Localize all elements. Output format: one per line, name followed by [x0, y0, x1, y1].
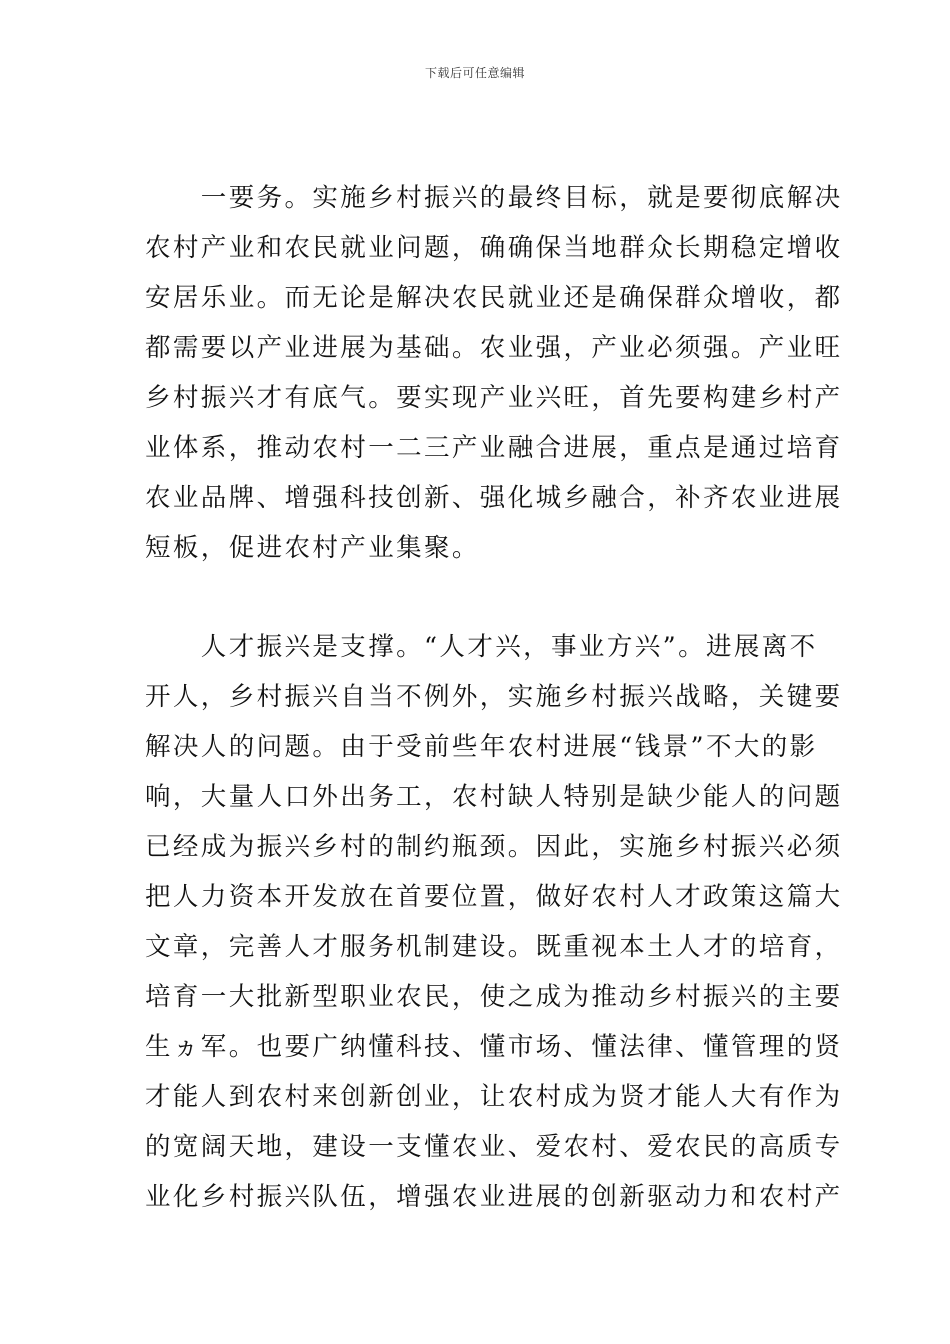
text-line: 文章，完善人才服务机制建设。既重视本土人才的培育，	[145, 932, 843, 962]
text-line: 响，大量人口外出务工，农村缺人特别是缺少能人的问题	[145, 782, 843, 812]
text-line: 才能人到农村来创新创业，让农村成为贤才能人大有作为	[145, 1082, 843, 1112]
text-line: 的宽阔天地，建设一支懂农业、爱农村、爱农民的高质专	[145, 1132, 843, 1162]
text-line: 乡村振兴才有底气。要实现产业兴旺，首先要构建乡村产	[145, 383, 843, 413]
text-line: 把人力资本开发放在首要位置，做好农村人才政策这篇大	[145, 882, 843, 912]
page-header: 下载后可任意编辑	[424, 66, 525, 80]
text-line: 农村产业和农民就业问题，确确保当地群众长期稳定增收	[145, 233, 843, 263]
text-line: 都需要以产业进展为基础。农业强，产业必须强。产业旺	[145, 333, 843, 363]
text-line: 农业品牌、增强科技创新、强化城乡融合，补齐农业进展	[145, 483, 843, 513]
text-line: 开人，乡村振兴自当不例外，实施乡村振兴战略，关键要	[145, 682, 843, 712]
text-line: 业体系，推动农村一二三产业融合进展，重点是通过培育	[145, 433, 843, 463]
paragraph-1	[145, 173, 843, 573]
text-line: 培育一大批新型职业农民，使之成为推动乡村振兴的主要	[145, 982, 843, 1012]
text-line: 已经成为振兴乡村的制约瓶颈。因此，实施乡村振兴必须	[145, 832, 843, 862]
text-line: 解决人的问题。由于受前些年农村进展“钱景”不大的影	[145, 732, 818, 762]
text-line: 人才振兴是支撑。“人才兴，事业方兴”。进展离不	[145, 632, 818, 662]
text-line: 业化乡村振兴队伍，增强农业进展的创新驱动力和农村产	[145, 1182, 843, 1212]
text-line: 安居乐业。而无论是解决农民就业还是确保群众增收，都	[145, 283, 843, 313]
text-line: 一要务。实施乡村振兴的最终目标，就是要彻底解决	[145, 183, 843, 213]
paragraph-2	[145, 622, 843, 1222]
text-line: 生ヵ军。也要广纳懂科技、懂市场、懂法律、懂管理的贤	[145, 1032, 843, 1062]
text-line: 短板，促进农村产业集聚。	[145, 533, 480, 563]
